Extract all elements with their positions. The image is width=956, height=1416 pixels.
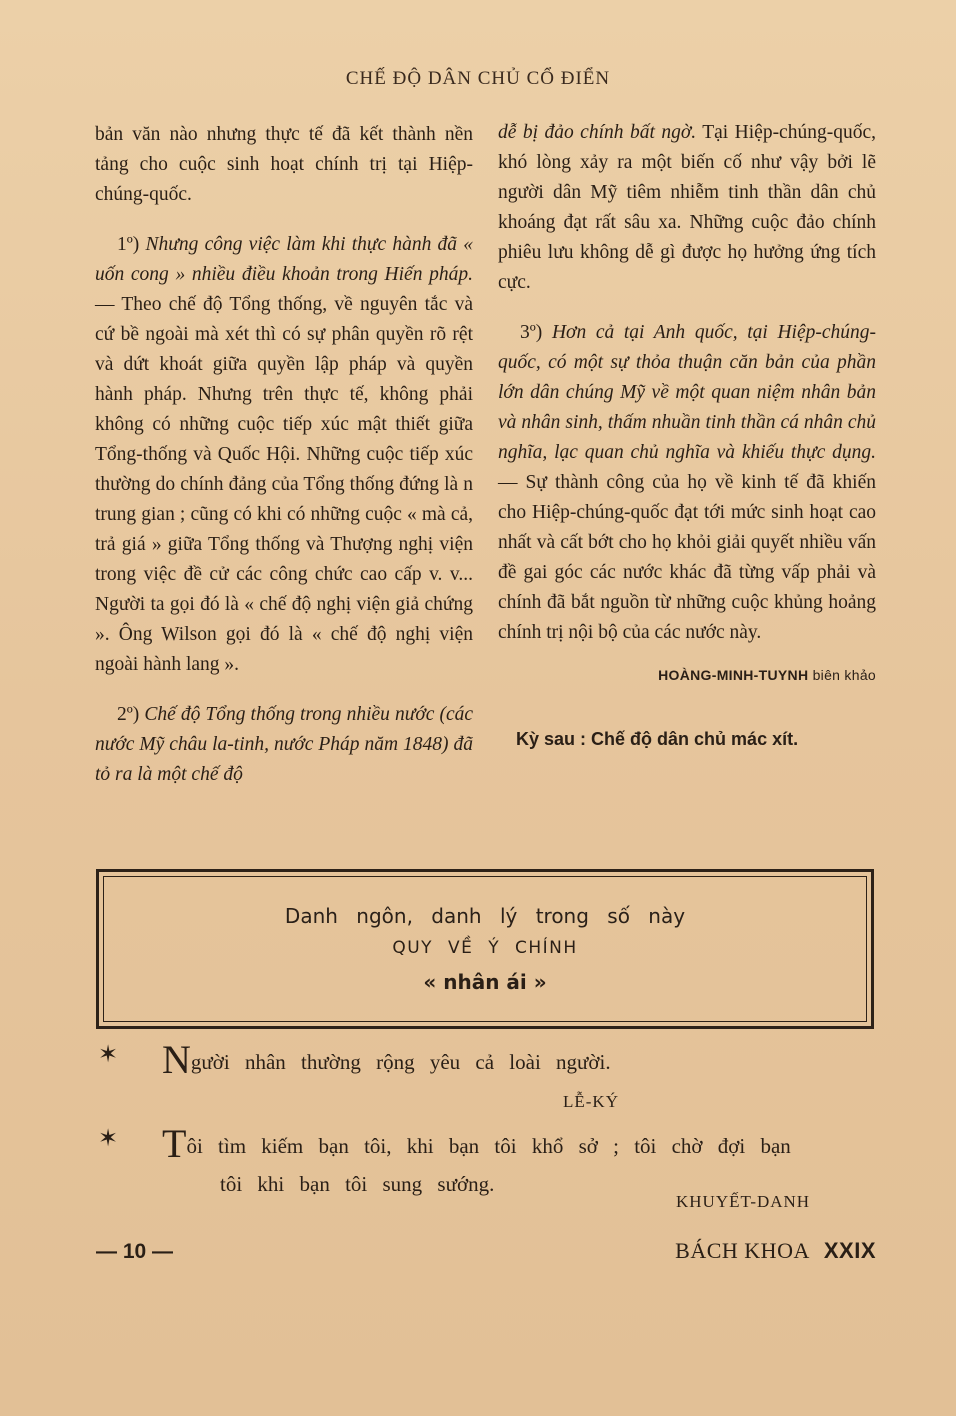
author-role: biên khảo bbox=[812, 667, 876, 683]
point-body: — Sự thành công của họ về kinh tế đã khiến cho Hiệp-chúng-quốc đạt tới mức sinh hoạt cao nhất và cất bớt cho họ khỏi giải quyết nhiều vấn đề gai góc các nước khác đã từng vấp phải và chính đã bắt nguồn từ những cuộc khủng hoảng chính trị nội bộ của các nước này. bbox=[498, 472, 876, 643]
quote-author: KHUYẾT-DANH bbox=[676, 1192, 811, 1211]
paragraph-continuation bbox=[498, 118, 876, 298]
paragraph-continuation: bản văn nào nhưng thực tế đã kết thành nền tảng cho cuộc sinh hoạt chính trị tại Hiệp-chúng-quốc. bbox=[95, 124, 473, 205]
drop-cap: T bbox=[162, 1121, 187, 1166]
page-number: — 10 — bbox=[96, 1240, 174, 1263]
right-column bbox=[498, 118, 876, 754]
quotes-box bbox=[96, 869, 874, 1029]
issue-number: XXIX bbox=[823, 1238, 876, 1263]
quote-text: ôi tìm kiếm bạn tôi, khi bạn tôi khổ sở ; tôi chờ đợi bạn bbox=[186, 1134, 791, 1158]
point-title: Chế độ Tổng thống trong nhiều nước (các nước Mỹ châu la-tinh, nước Pháp năm 1848) đã tỏ ra là một chế độ bbox=[95, 704, 474, 785]
point-title: Hơn cả tại Anh quốc, tại Hiệp-chúng-quốc, có một sự thỏa thuận căn bản của phần lớn dân chúng Mỹ về một quan niệm nhân bản và nhân sinh, thấm nhuần tinh thần cá nhân chủ nghĩa, lạc quan chủ nghĩa và khiếu thực dụng. bbox=[498, 322, 877, 463]
paragraph-point-2 bbox=[95, 700, 473, 790]
next-label: Kỳ sau : bbox=[516, 729, 587, 749]
quote-1 bbox=[162, 1037, 611, 1082]
paragraph-body: Tại Hiệp-chúng-quốc, khó lòng xảy ra một biến cố như vậy bởi lẽ người dân Mỹ tiêm nhiễm tinh thần dân chủ khoáng đạt rất sâu xa. Những cuộc đảo chính phiêu lưu không dễ gì được họ hưởng ứng tích cực. bbox=[498, 122, 876, 293]
quote-author: LỄ-KÝ bbox=[563, 1092, 619, 1111]
magazine-name: BÁCH KHOA bbox=[675, 1238, 810, 1263]
star-icon: ✶ bbox=[98, 1124, 119, 1152]
paragraph-point-1 bbox=[95, 230, 473, 680]
point-number: 1º) bbox=[117, 234, 140, 255]
next-issue-note bbox=[498, 724, 876, 754]
drop-cap: N bbox=[162, 1037, 191, 1082]
point-body: — Theo chế độ Tổng thống, về nguyên tắc và cứ bề ngoài mà xét thì có sự phân quyền rõ rệt và dứt khoát giữa quyền lập pháp và quyền hành pháp. Nhưng trên thực tế, không phải không có những cuộc tiếp xúc mật thiết giữa Tổng-thống và Quốc Hội. Những cuộc tiếp xúc thường do chính đảng của Tổng thống đứng là n trung gian ; cũng có khi có những cuộc « mà cả, trả giá » giữa Tổng thống và Thượng nghị viện trong việc đề cử các công chức cao cấp v. v... Người ta gọi đó là « chế độ nghị viện giả chứng ». Ông Wilson gọi đó là « chế độ nghị viện ngoài hành lang ». bbox=[95, 294, 473, 675]
point-number: 2º) bbox=[117, 704, 140, 725]
point-title: Nhưng công việc làm khi thực hành đã « uốn cong » nhiều điều khoản trong Hiến pháp. bbox=[95, 234, 474, 285]
author-name: HOÀNG-MINH-TUYNH bbox=[658, 667, 809, 683]
next-title: Chế độ dân chủ mác xít. bbox=[591, 729, 799, 749]
left-column bbox=[95, 120, 473, 790]
star-icon: ✶ bbox=[98, 1040, 119, 1068]
quote-2 bbox=[162, 1121, 791, 1166]
paragraph-point-3 bbox=[498, 318, 876, 648]
box-theme: « nhân ái » bbox=[423, 970, 547, 994]
running-header: CHẾ ĐỘ DÂN CHỦ CỔ ĐIỂN bbox=[345, 68, 611, 89]
quote-text-continued: tôi khi bạn tôi sung sướng. bbox=[220, 1172, 495, 1196]
italic-lead: dễ bị đảo chính bất ngờ. bbox=[498, 122, 697, 143]
point-number: 3º) bbox=[520, 322, 543, 343]
article-author bbox=[498, 660, 876, 690]
box-heading: Danh ngôn, danh lý trong số này bbox=[284, 904, 686, 928]
magazine-footer bbox=[675, 1238, 876, 1264]
quote-text: gười nhân thường rộng yêu cả loài người. bbox=[190, 1050, 611, 1074]
box-subheading: QUY VỀ Ý CHÍNH bbox=[392, 938, 578, 958]
